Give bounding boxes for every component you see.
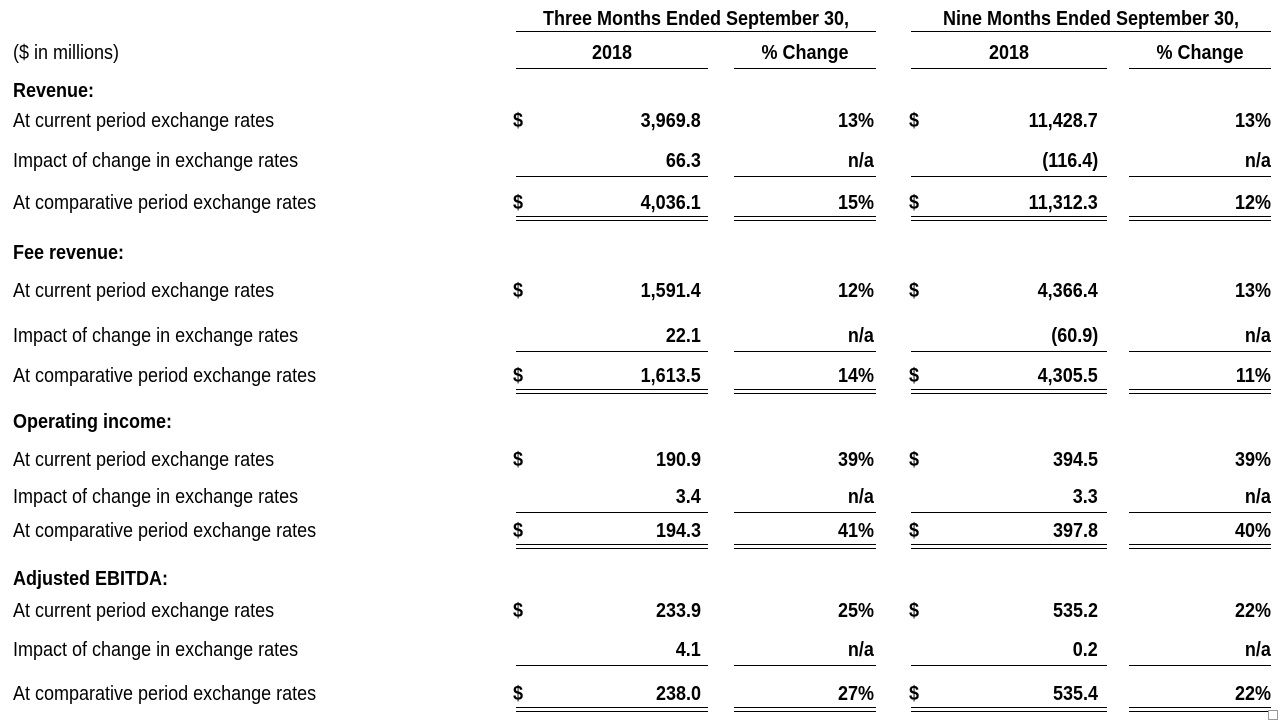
q3-value: 190.9 [655,449,701,471]
ytd-value: 0.2 [1072,639,1098,661]
ytd-change: 40% [1234,520,1271,542]
subtotal-rule [911,665,1107,666]
change-3m-header-rule [734,68,876,69]
dollar-sign: $ [909,192,920,214]
row-label: At comparative period exchange rates [13,365,317,387]
q3-value: 238.0 [655,683,701,705]
subtotal-rule [1129,351,1271,352]
dollar-sign: $ [909,683,920,705]
row-label: Impact of change in exchange rates [13,486,299,508]
q3-value: 4,036.1 [640,192,701,214]
ytd-value: 397.8 [1052,520,1098,542]
dollar-sign: $ [513,520,524,542]
dollar-sign: $ [513,683,524,705]
ytd-value: (116.4) [1041,150,1098,172]
total-rule [1129,544,1271,549]
q3-change: n/a [847,150,874,172]
ytd-value: 4,366.4 [1037,280,1098,302]
section-title: Adjusted EBITDA: [13,568,168,590]
total-rule [911,544,1107,549]
units-label: ($ in millions) [13,42,120,64]
ytd-value: 11,428.7 [1028,110,1098,132]
q3-value: 1,591.4 [640,280,701,302]
ytd-change: n/a [1244,486,1271,508]
resize-handle-icon [1268,710,1278,720]
total-rule [734,389,876,394]
ytd-change: n/a [1244,325,1271,347]
q3-value: 233.9 [655,600,701,622]
ytd-change: n/a [1244,639,1271,661]
ytd-change: 13% [1234,280,1271,302]
ytd-value: 535.2 [1052,600,1098,622]
q3-change: 15% [837,192,874,214]
dollar-sign: $ [513,449,524,471]
subtotal-rule [911,512,1107,513]
subtotal-rule [516,665,708,666]
q3-value: 3.4 [675,486,701,508]
dollar-sign: $ [513,600,524,622]
ytd-value: 4,305.5 [1037,365,1098,387]
ytd-value: 394.5 [1052,449,1098,471]
q3-change: 27% [837,683,874,705]
year-9m-header-rule [911,68,1107,69]
subtotal-rule [1129,512,1271,513]
dollar-sign: $ [909,110,920,132]
q3-change: n/a [847,639,874,661]
row-label: At comparative period exchange rates [13,192,317,214]
change-9m-header: % Change [1156,42,1244,64]
total-rule [911,707,1107,712]
subtotal-rule [1129,176,1271,177]
section-title: Fee revenue: [13,242,125,264]
dollar-sign: $ [909,280,920,302]
year-9m-header: 2018 [988,42,1030,64]
three-months-header-rule [516,31,876,32]
year-3m-header: 2018 [591,42,633,64]
total-rule [1129,216,1271,221]
ytd-value: 535.4 [1052,683,1098,705]
row-label: At current period exchange rates [13,110,275,132]
ytd-change: 13% [1234,110,1271,132]
row-label: Impact of change in exchange rates [13,150,299,172]
q3-value: 4.1 [675,639,701,661]
dollar-sign: $ [909,600,920,622]
total-rule [734,707,876,712]
ytd-change: 11% [1235,365,1271,387]
subtotal-rule [734,665,876,666]
row-label: Impact of change in exchange rates [13,325,299,347]
subtotal-rule [516,176,708,177]
total-rule [516,389,708,394]
q3-change: n/a [847,325,874,347]
total-rule [911,389,1107,394]
subtotal-rule [734,512,876,513]
q3-value: 66.3 [665,150,701,172]
dollar-sign: $ [513,280,524,302]
ytd-change: 39% [1234,449,1271,471]
ytd-value: (60.9) [1050,325,1098,347]
row-label: At current period exchange rates [13,280,275,302]
total-rule [1129,707,1271,712]
dollar-sign: $ [909,365,920,387]
dollar-sign: $ [909,520,920,542]
row-label: At current period exchange rates [13,449,275,471]
q3-change: 12% [837,280,874,302]
total-rule [516,216,708,221]
dollar-sign: $ [513,192,524,214]
q3-change: 39% [837,449,874,471]
ytd-change: n/a [1244,150,1271,172]
year-3m-header-rule [516,68,708,69]
q3-value: 194.3 [655,520,701,542]
ytd-change: 12% [1234,192,1271,214]
ytd-value: 3.3 [1072,486,1098,508]
change-3m-header: % Change [761,42,849,64]
nine-months-header: Nine Months Ended September 30, [942,8,1240,30]
q3-change: 13% [837,110,874,132]
dollar-sign: $ [513,110,524,132]
q3-value: 3,969.8 [640,110,701,132]
row-label: Impact of change in exchange rates [13,639,299,661]
change-9m-header-rule [1129,68,1271,69]
subtotal-rule [734,176,876,177]
section-title: Revenue: [13,80,95,102]
total-rule [734,544,876,549]
subtotal-rule [1129,665,1271,666]
ytd-change: 22% [1234,600,1271,622]
q3-change: 41% [837,520,874,542]
subtotal-rule [911,351,1107,352]
total-rule [734,216,876,221]
q3-change: n/a [847,486,874,508]
row-label: At comparative period exchange rates [13,683,317,705]
dollar-sign: $ [513,365,524,387]
subtotal-rule [516,512,708,513]
ytd-value: 11,312.3 [1028,192,1098,214]
nine-months-header-rule [911,31,1271,32]
total-rule [516,707,708,712]
row-label: At current period exchange rates [13,600,275,622]
subtotal-rule [911,176,1107,177]
total-rule [516,544,708,549]
total-rule [1129,389,1271,394]
ytd-change: 22% [1234,683,1271,705]
q3-change: 25% [837,600,874,622]
section-title: Operating income: [13,411,173,433]
subtotal-rule [734,351,876,352]
q3-value: 1,613.5 [640,365,701,387]
q3-value: 22.1 [665,325,701,347]
three-months-header: Three Months Ended September 30, [542,8,850,30]
row-label: At comparative period exchange rates [13,520,317,542]
total-rule [911,216,1107,221]
subtotal-rule [516,351,708,352]
dollar-sign: $ [909,449,920,471]
q3-change: 14% [837,365,874,387]
